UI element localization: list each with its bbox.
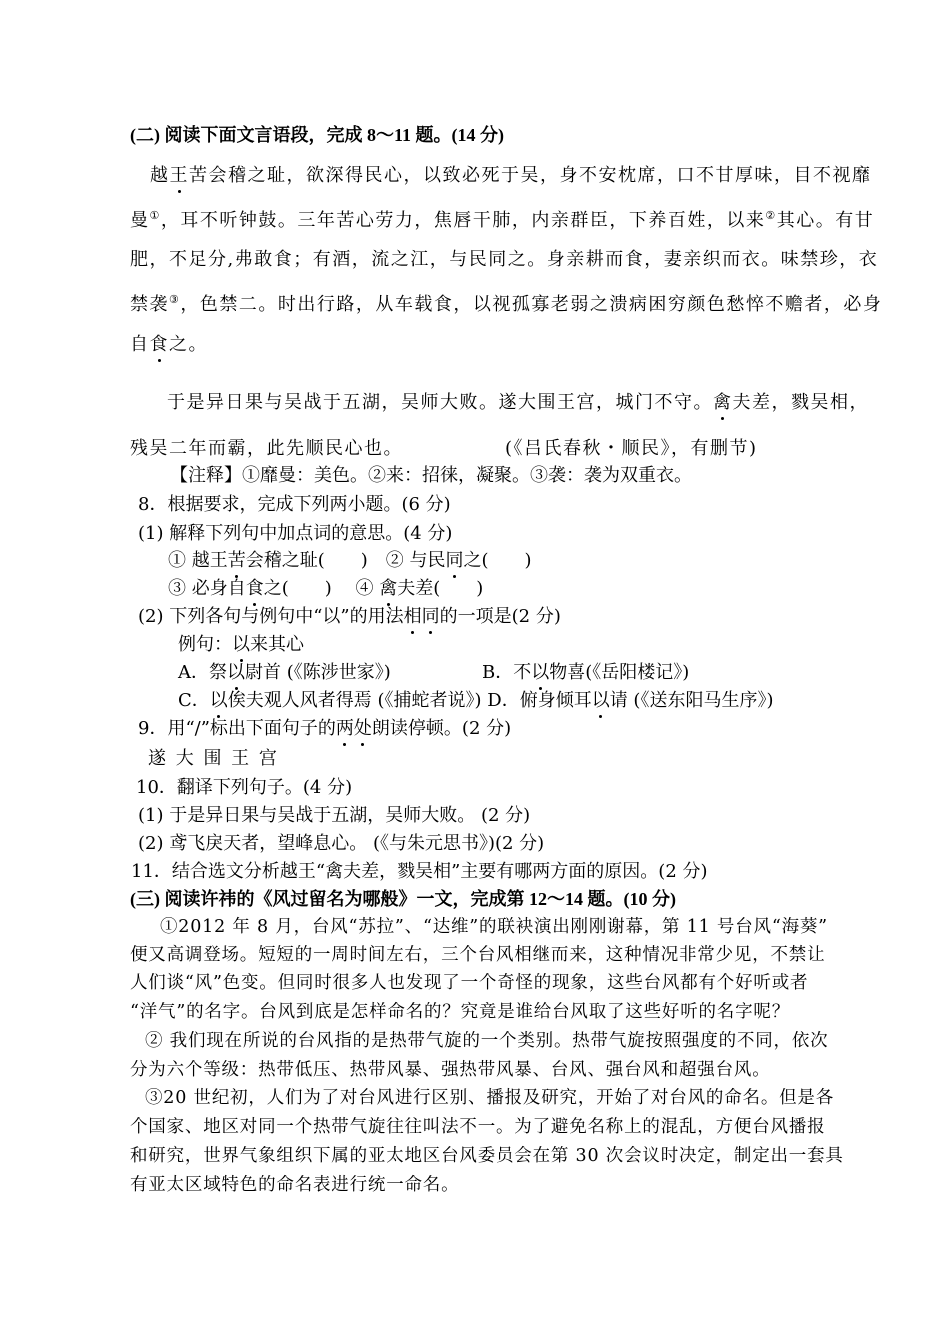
passage-line: 禁袭③，色禁二。时出行路，从车载食，以视孤寡老弱之溃病困穷颜色愁悴不赡者，必身	[130, 293, 883, 315]
question-10-1: (1) 于是异日果与吴战于五湖，吴师大败。 (2 分)	[138, 805, 531, 826]
question-11: 11．结合选文分析越王“禽夫差，戮吴相”主要有哪两方面的原因。(2 分)	[131, 861, 708, 882]
passage-line: ② 我们现在所说的台风指的是热带气旋的一个类别。热带气旋按照强度的不同，依次	[145, 1031, 829, 1051]
passage-line: 残吴二年而霸，此先顺民心也。	[130, 438, 403, 459]
question-8-1: (1) 解释下列句中加点词的意思。(4 分)	[138, 523, 453, 544]
passage-source: (《吕氏春秋・顺民》，有删节)	[505, 438, 758, 459]
section-heading: (二) 阅读下面文言语段，完成 8～11 题。(14 分)	[130, 125, 504, 145]
question-9: 9．用“/”标出下面句子的两处朗读停顿。(2 分)	[138, 718, 512, 739]
question-10-2: (2) 鸢飞戾天者，望峰息心。 (《与朱元思书》)(2 分)	[138, 833, 545, 854]
question-8-1-items: ① 越王苦会稽之耻( ) ② 与民同之( )	[168, 550, 532, 571]
passage-line: 于是异日果与吴战于五湖，吴师大败。遂大围王宫，城门不守。禽夫差，戮吴相，	[167, 392, 869, 413]
question-10: 10．翻译下列句子。(4 分)	[136, 777, 353, 798]
passage-line: 便又高调登场。短短的一周时间左右，三个台风相继而来，这种情况非常少见，不禁让	[130, 945, 826, 965]
question-8-2: (2) 下列各句与例句中“以”的用法相同的一项是(2 分)	[138, 606, 561, 627]
passage-line: 个国家、地区对同一个热带气旋往往叫法不一。为了避免名称上的混乱，方便台风播报	[130, 1117, 826, 1137]
passage-line: ①2012 年 8 月，台风“苏拉”、“达维”的联袂演出刚刚谢幕，第 11 号台风“海葵”	[160, 917, 828, 937]
emphasis-dot-char: 王	[169, 165, 189, 186]
passage-line: 曼①，耳不听钟鼓。三年苦心劳力，焦唇干肺，内亲群臣，下养百姓，以来②其心。有甘	[130, 209, 875, 231]
passage-line: 有亚太区域特色的命名表进行统一命名。	[130, 1175, 460, 1195]
emphasis-dot-char: 禽	[713, 392, 733, 413]
passage-line: 越王苦会稽之耻，欲深得民心，以致必死于吴，身不安枕席，口不甘厚味，目不视靡	[150, 165, 872, 186]
passage-line: 和研究，世界气象组织下属的亚太地区台风委员会在第 30 次会议时决定，制定出一套具	[130, 1146, 844, 1166]
passage-line: 自食之。	[130, 334, 208, 355]
question-9-sentence: 遂 大 围 王 宫	[148, 748, 279, 769]
question-8-1-items: ③ 必身自食之( ) ④ 禽夫差( )	[168, 578, 484, 599]
question-8: 8．根据要求，完成下列两小题。(6 分)	[138, 494, 451, 515]
passage-line: 肥，不足分,弗敢食；有酒，流之江，与民同之。身亲耕而食，妻亲织而衣。味禁珍，衣	[130, 249, 879, 270]
section-heading: (三) 阅读许祎的《风过留名为哪般》一文，完成第 12～14 题。(10 分)	[130, 889, 676, 909]
option-b: B．不以物喜(《岳阳楼记》)	[482, 662, 690, 683]
option-c-d: C．以俟夫观人风者得焉 (《捕蛇者说》) D．俯身倾耳以请 (《送东阳马生序》)	[178, 690, 774, 711]
passage-line: “洋气”的名字。台风到底是怎样命名的？究竟是谁给台风取了这些好听的名字呢？	[130, 1002, 790, 1022]
passage-line: 分为六个等级：热带低压、热带风暴、强热带风暴、台风、强台风和超强台风。	[130, 1060, 771, 1080]
example-sentence: 例句：以来其心	[178, 634, 304, 655]
passage-line: ③20 世纪初，人们为了对台风进行区别、播报及研究，开始了对台风的命名。但是各	[145, 1088, 835, 1108]
emphasis-dot-char: 食	[149, 334, 169, 355]
passage-line: 人们谈“风”色变。但同时很多人也发现了一个奇怪的现象，这些台风都有个好听或者	[130, 973, 809, 993]
option-a: A．祭以尉首 (《陈涉世家》)	[178, 662, 391, 683]
passage-note: 【注释】①靡曼：美色。②来：招徕，凝聚。③袭：袭为双重衣。	[170, 465, 692, 486]
